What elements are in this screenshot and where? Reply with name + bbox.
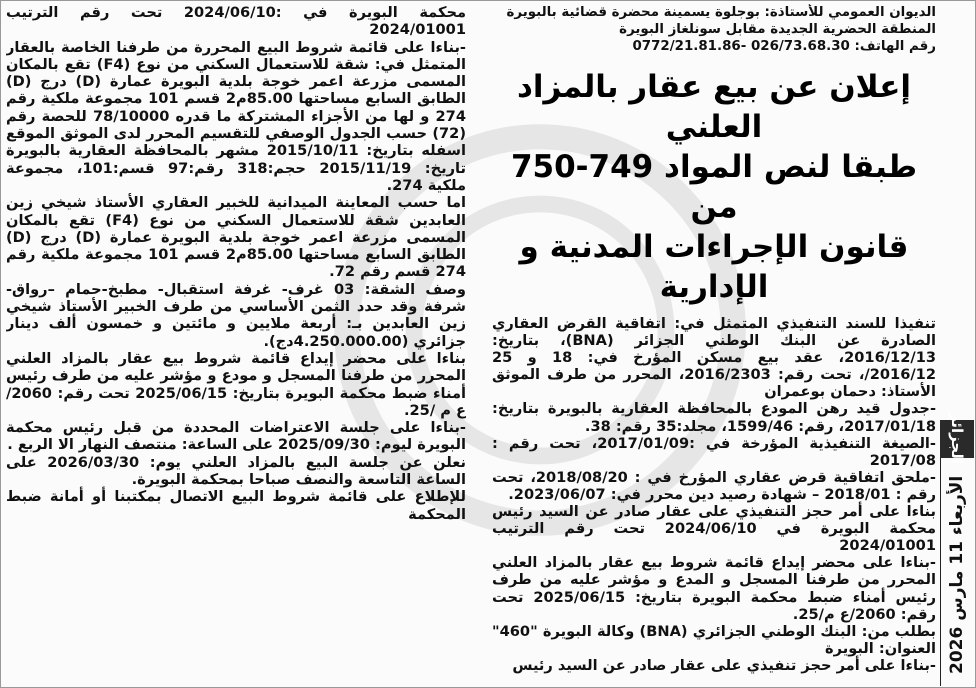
right-paragraph: بناءا على أمر حجز التنفيذي على عقار صادر عن السيد رئيس محكمة البويرة في 2024/06/10 تحت رقم الترتيب 2024/01001	[492, 503, 936, 555]
left-paragraph: اما حسب المعاينة الميدانية للخبير العقاري الأستاذ شيخي زين العابدين شقة للاستعمال السكني من نوع (F4) تقع بالمكان المسمى مزرعة اعمر خوجة بلدية البويرة عمارة (D) درج (D) الطابق السابع مساحتها 85.00م2 قسم 101 مجموعة ملكية رقم 274 قسم رقم 72.	[6, 194, 466, 281]
header-line: الديوان العمومي للأستاذة: بوجلوة يسمينة محضرة قضائية بالبويرة	[506, 5, 936, 20]
left-paragraph: وصف الشقة: 03 غرف- غرفة استقبال- مطبخ-حمام –رواق- شرفة وقد حدد الثمن الأساسي من طرف الخبير الأستاذ شيخي زين العابدين بـ: أربعة ملايين و مائتين و خمسون ألف دينار جزائري (4.250.000.00دج).	[6, 280, 466, 350]
left-paragraph: -بناءا على قائمة شروط البيع المحررة من طرفنا الخاصة بالعقار المتمثل في: شقة للاستعمال السكني من نوع (F4) تقع بالمكان المسمى مزرعة اعمر خوجة بلدية البويرة عمارة (D) درج (D) الطابق السابع مساحتها 85.00م2 قسم 101 مجموعة ملكية رقم 274 و لها من الأجزاء المشتركة ما قدره 78/10000 للحصة رقم (72) حسب الجدول الوصفي للتقسيم المحرر لدى الموثق الموقع اسفله بتاريخ: 2015/10/11 مشهر بالمحافظة العقارية بالبويرة تاريخ: 2015/11/19 حجم:318 رقم:97 قسم:101، مجموعة ملكية 274.	[6, 38, 466, 194]
right-paragraph: -جدول قيد رهن المودع بالمحافظة العقارية بالبويرة بتاريخ: 2017/01/18، رقم: 1599/46، مجلد:35 رقم: 38.	[492, 400, 936, 435]
title-line: إعلان عن بيع عقار بالمزاد العلني	[516, 69, 911, 145]
right-paragraph: -الصيغة التنفيذية المؤرخة في :2017/01/09، تحت رقم : 2017/08	[492, 434, 936, 469]
right-paragraph: -ملحق اتفاقية قرض عقاري المؤرخ في : 2018/08/20، تحت رقم : 2018/01 – شهادة رصيد دين محرر في: 2023/06/07.	[492, 468, 936, 503]
header-line: المنطقة الحضرية الجديدة مقابل سونلغاز البويرة	[619, 22, 936, 37]
header-line: رقم الهاتف: 026/73.68.30 -0772/21.81.86	[632, 39, 936, 54]
right-body	[492, 315, 936, 674]
title-line: قانون الإجراءات المدنية و الإدارية	[519, 229, 909, 305]
left-paragraph: للإطلاع على قائمة شروط البيع الاتصال بمكتبنا أو أمانة ضبط المحكمة	[6, 488, 466, 523]
issue-date: الأربعاء 11 مارس 2026	[947, 475, 967, 675]
left-column	[6, 4, 466, 684]
right-column	[492, 4, 936, 684]
right-paragraph: -بناءا على محضر إيداع قائمة شروط بيع عقار بالمزاد العلني المحرر من طرفنا المسجل و المدع و مؤشر عليه من طرف رئيس أمناء ضبط محكمة البويرة بتاريخ: 2025/06/15 تحت رقم: 2060/ع م/25.	[492, 554, 936, 623]
announcement-title	[492, 67, 936, 307]
title-line: طبقا لنص المواد 749-750 من	[510, 149, 918, 225]
bailiff-header	[492, 4, 936, 55]
right-paragraph: بطلب من: البنك الوطني الجزائري (BNA) وكالة البويرة "460" العنوان: البويرة	[492, 622, 936, 657]
left-paragraph: نعلن عن جلسة البيع بالمزاد العلني يوم: 2026/03/30 على الساعة التاسعة والنصف صباحا بمحكمة البويرة.	[6, 453, 466, 489]
left-paragraph: محكمة البويرة في :2024/06/10 تحت رقم الترتيب 2024/01001	[6, 4, 466, 39]
right-paragraph: -بناءا على أمر حجز تنفيذي على عقار صادر عن السيد رئيس	[512, 656, 936, 674]
newspaper-logo: الجزائر	[940, 420, 974, 458]
right-paragraph: تنفيذا للسند التنفيذي المتمثل في: اتفاقية القرض العقاري الصادرة عن البنك الوطني الجزائر (BNA)، بتاريخ: 2016/12/13، عقد بيع مسكن المؤرخ في: 18 و 25 2016/12/، تحت رقم: 2016/2303، المحرر من طرف الموثق الأستاذ: دحمان بوعمران	[492, 315, 936, 401]
left-paragraph: -بناءا على جلسة الاعتراضات المحددة من قبل رئيس محكمة البويرة ليوم: 2025/09/30 على الساعة: منتصف النهار الا الربع .	[6, 419, 466, 454]
left-paragraph: بناءا على محضر إيداع قائمة شروط بيع عقار بالمزاد العلني المحرر من طرفنا المسجل و مودع و مؤشر عليه من طرف رئيس أمناء ضبط محكمة البويرة بتاريخ: 2025/06/15 تحت رقم: 2060/ ع م /25.	[6, 349, 466, 419]
